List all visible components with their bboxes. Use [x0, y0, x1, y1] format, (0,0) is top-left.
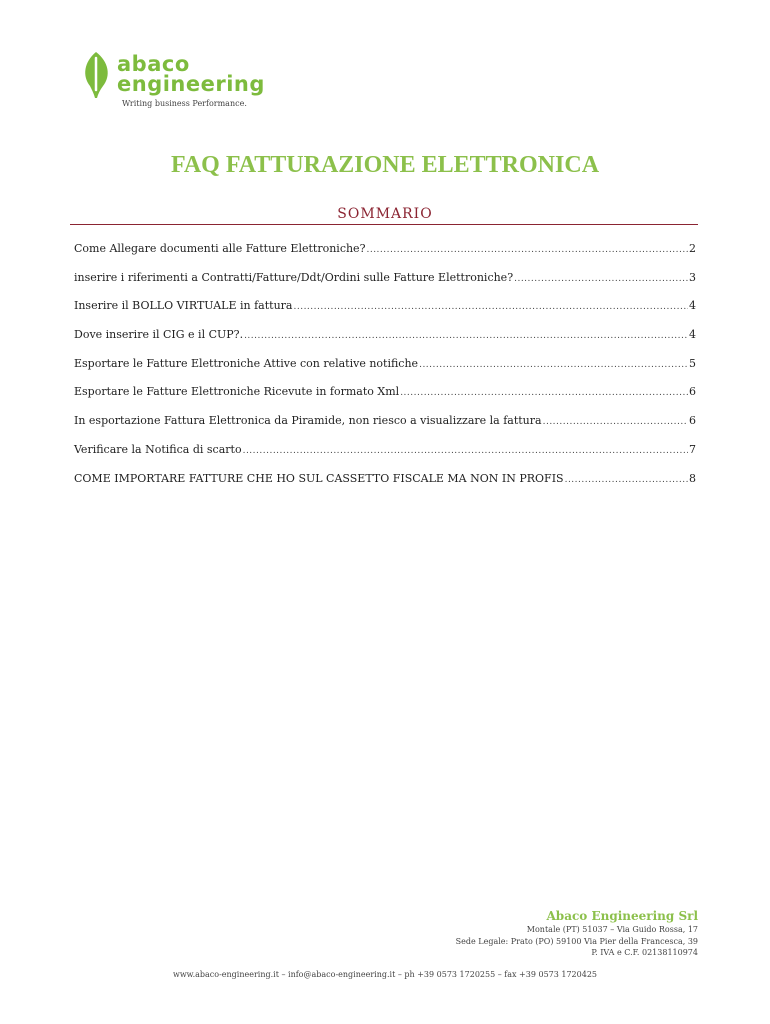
table-of-contents — [74, 242, 696, 500]
toc-divider — [70, 224, 698, 225]
toc-page-number: 4 — [689, 328, 696, 342]
toc-entry-esportare-attive[interactable] — [74, 357, 696, 386]
toc-leader-dots — [543, 417, 688, 427]
footer-contacts: www.abaco-engineering.it – info@abaco-engineering.it – ph +39 0573 1720255 – fax +39 0573 1720425 — [172, 970, 598, 979]
toc-entry-importare-fatture[interactable] — [74, 472, 696, 501]
toc-entry-cig-cup[interactable] — [74, 328, 696, 357]
toc-page-number: 3 — [689, 270, 696, 284]
toc-entry-text: Come Allegare documenti alle Fatture Elettroniche? — [74, 242, 366, 255]
toc-entry-text: Dove inserire il CIG e il CUP?. — [74, 328, 244, 342]
toc-entry-text: In esportazione Fattura Elettronica da Piramide, non riesco a visualizzare la fattura — [74, 414, 542, 428]
toc-leader-dots — [565, 475, 688, 485]
toc-leader-dots — [244, 331, 688, 341]
toc-entry-text: COME IMPORTARE FATTURE CHE HO SUL CASSETTO FISCALE MA NON IN PROFIS — [74, 471, 564, 485]
toc-entry-text: Verificare la Notifica di scarto — [74, 442, 242, 456]
toc-leader-dots — [293, 302, 688, 312]
toc-page-number: 4 — [689, 299, 696, 313]
toc-entry-notifica-scarto[interactable] — [74, 443, 696, 472]
toc-entry-piramide[interactable] — [74, 414, 696, 443]
footer-company-name: Abaco Engineering Srl — [546, 909, 698, 923]
toc-leader-dots — [400, 388, 688, 398]
logo-text-abaco: abaco — [117, 52, 190, 76]
toc-page-number: 6 — [689, 385, 696, 399]
toc-entry-text: Inserire il BOLLO VIRTUALE in fattura — [74, 299, 293, 313]
logo-text-engineering: engineering — [117, 72, 265, 96]
toc-page-number: 2 — [689, 242, 696, 255]
footer-vat-line: P. IVA e C.F. 02138110974 — [591, 948, 698, 957]
toc-leader-dots — [514, 274, 688, 284]
toc-entry-esportare-ricevute[interactable] — [74, 385, 696, 414]
toc-entry-bollo-virtuale[interactable] — [74, 299, 696, 328]
toc-heading: SOMMARIO — [337, 206, 433, 222]
toc-entry-text: Esportare le Fatture Elettroniche Attive con relative notifiche — [74, 356, 419, 370]
toc-leader-dots — [243, 446, 688, 456]
toc-entry-text: inserire i riferimenti a Contratti/Fatture/Ddt/Ordini sulle Fatture Elettroniche? — [74, 270, 514, 284]
footer-address-line: Sede Legale: Prato (PO) 59100 Via Pier della Francesca, 39 — [455, 937, 698, 946]
toc-leader-dots — [419, 360, 688, 370]
toc-leader-dots — [366, 245, 688, 255]
toc-page-number: 5 — [689, 356, 696, 370]
toc-page-number: 6 — [689, 414, 696, 428]
toc-entry-allegare-documenti[interactable] — [74, 242, 696, 271]
toc-page-number: 7 — [689, 442, 696, 456]
document-title: FAQ FATTURAZIONE ELETTRONICA — [170, 152, 600, 178]
tagline: Writing business Performance. — [122, 99, 247, 108]
toc-entry-text: Esportare le Fatture Elettroniche Ricevute in formato Xml — [74, 385, 400, 399]
toc-entry-riferimenti[interactable] — [74, 271, 696, 300]
toc-page-number: 8 — [689, 471, 696, 485]
leaf-icon — [80, 50, 114, 100]
footer-address-line: Montale (PT) 51037 – Via Guido Rossa, 17 — [526, 925, 698, 934]
